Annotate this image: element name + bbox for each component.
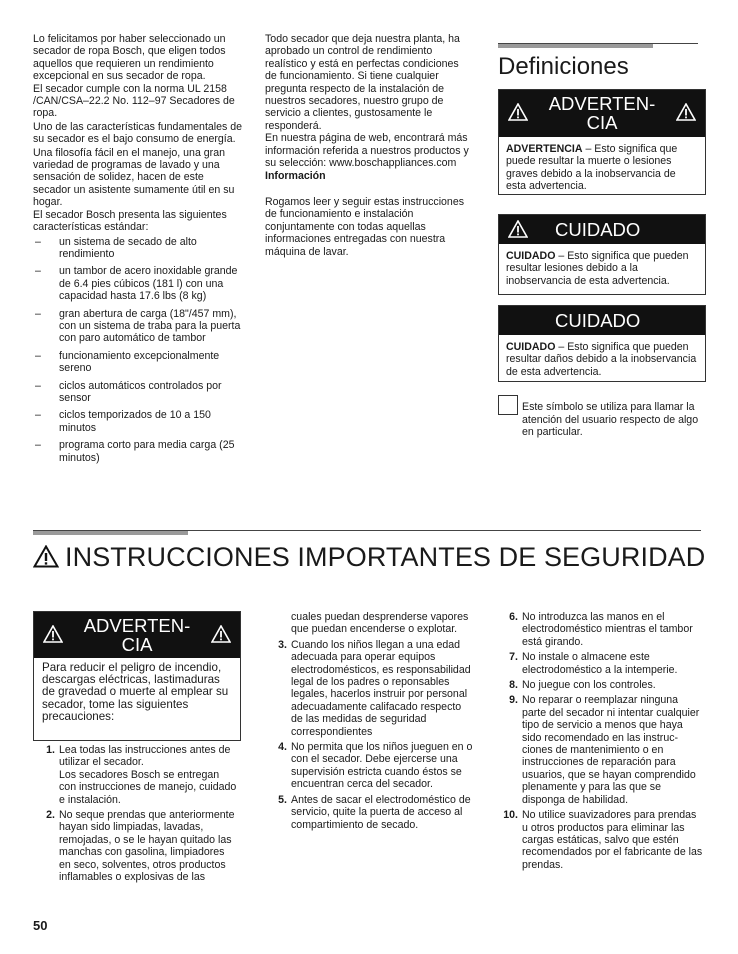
item-number: 7. — [509, 651, 518, 664]
list-item: 10. No utilice suavizadores para prendas u otros productos para eliminar las cargas estáticas, salvo que estén recomendados por el fabricante de las prendas. — [496, 809, 704, 871]
intro-paragraph: Uno de las características fundamentales de su secador es el bajo consumo de energía. — [33, 120, 243, 146]
list-item: 3. Cuando los niños llegan a una edad adecuada para operar equipos electrodomésticos, es responsabilidad legal de los padres o reponsables legales, hacerlos instruir por personal adecuadamente califacado respecto de las medidas de seguridad correspondientes — [265, 639, 473, 738]
item-number: 10. — [503, 809, 518, 822]
item-number: 2. — [46, 809, 55, 822]
warning-triangle-icon — [43, 625, 63, 643]
list-item: 5. Antes de sacar el electrodoméstico de servicio, quite la puerta de acceso al compartimiento de secado. — [265, 794, 473, 831]
intro-paragraph: Lo felicitamos por haber seleccionado un secador de ropa Bosch, que eligen todos aquellos que requieren un rendimiento excepcional en sus secador de ropa. — [33, 33, 226, 83]
item-number: 8. — [509, 679, 518, 692]
item-number: 9. — [509, 694, 518, 707]
list-dash: – — [35, 409, 41, 422]
warning-definition-box — [498, 89, 706, 195]
item-number: 5. — [278, 793, 287, 806]
caution-damage-definition-text: CUIDADO – Esto significa que pueden resultar daños debido a la inobservancia de esta advertencia. — [506, 341, 697, 378]
safety-list-column-2 — [265, 611, 473, 834]
section-rule — [498, 43, 698, 44]
list-item: – un sistema de secado de alto rendimiento — [35, 235, 197, 260]
list-item: 7. No instale o almacene este electrodoméstico a la intemperie. — [496, 651, 704, 676]
list-dash: – — [35, 439, 41, 452]
list-dash: – — [35, 307, 41, 320]
list-dash: – — [35, 265, 41, 278]
warning-triangle-icon — [33, 545, 59, 568]
safety-title: INSTRUCCIONES IMPORTANTES DE SEGURIDAD — [33, 542, 713, 572]
intro-paragraph: En nuestra página de web, encontrará más información referida a nuestros productos y su selección: www.boschappliances.com — [265, 132, 469, 170]
list-item: 2. No seque prendas que anteriormente hayan sido limpiadas, lavadas, remojadas, o se le hayan quitado las manchas con gasolina, limpiadores en seco, solventes, otros productos inflamables o explosivas de las — [33, 809, 239, 883]
list-item: – programa corto para media carga (25 minutos) — [35, 439, 235, 464]
definitions-title: Definiciones — [498, 53, 629, 80]
list-item: – ciclos temporizados de 10 a 150 minutos — [35, 409, 211, 434]
info-heading: Información — [265, 170, 326, 183]
safety-warning-box — [33, 611, 241, 741]
list-dash: – — [35, 379, 41, 392]
list-item: 4. No permita que los niños jueguen en o con el secador. Debe ejercerse una supervisión estricta cuando éstos se encuentran cerca del secador. — [265, 741, 473, 791]
warning-title: ADVERTEN- CIA — [548, 93, 656, 133]
intro-column-2 — [265, 33, 473, 258]
list-dash: – — [35, 235, 41, 248]
caution-damage-definition-box — [498, 305, 706, 382]
safety-list-column-1 — [33, 744, 239, 886]
feature-list — [33, 236, 243, 465]
warning-header — [499, 90, 705, 137]
list-item: 1. Lea todas las instrucciones antes de utilizar el secador. Los secadores Bosch se entregan con instrucciones de manejo, cuidado e instalación. — [33, 744, 239, 806]
caution-header — [499, 215, 705, 244]
list-item: – funcionamiento excepcionalmente sereno — [35, 349, 220, 375]
warning-triangle-icon — [676, 103, 696, 121]
item-number: 6. — [509, 611, 518, 623]
list-item: – ciclos automáticos controlados por sensor — [35, 379, 222, 404]
list-item: 6. No introduzca las manos en el electrodoméstico mientras el tambor está girando. — [496, 611, 704, 648]
note-definition-text: Este símbolo se utiliza para llamar la atención del usuario respecto de algo en particular. — [522, 401, 699, 439]
caution-definition-text: CUIDADO – Esto significa que pueden resultar lesiones debido a la inobservancia de esta advertencia. — [506, 250, 689, 287]
warning-triangle-icon — [508, 103, 528, 121]
note-symbol-icon — [498, 395, 518, 415]
item-number: 3. — [278, 638, 287, 651]
list-dash: – — [35, 349, 41, 362]
warning-definition-text: ADVERTENCIA – Esto significa que puede resultar la muerte o lesiones graves debido a la inobservancia de esta advertencia. — [506, 143, 678, 193]
item-number: 4. — [278, 741, 287, 754]
intro-paragraph: El secador cumple con la norma UL 2158 /CAN/CSA–22.2 No. 112–97 Secadores de ropa. — [33, 82, 235, 120]
list-item: – gran abertura de carga (18"/457 mm), con un sistema de traba para la puerta con paro automático de tambor — [35, 307, 241, 345]
caution-title: CUIDADO — [555, 219, 641, 240]
list-item: 8. No juegue con los controles. — [496, 679, 704, 691]
warning-triangle-icon — [211, 625, 231, 643]
safety-warning-text: Para reducir el peligro de incendio, descargas eléctricas, lastimaduras de gravedad o muerte al emplear su secador, tome las siguientes precauciones: — [42, 661, 229, 723]
list-item-continuation: cuales puedan desprenderse vapores que puedan encenderse o explotar. — [291, 611, 469, 636]
list-item: – un tambor de acero inoxidable grande de 6.4 pies cúbicos (181 l) con una capacidad hasta 17.6 lbs (8 kg) — [35, 265, 238, 303]
intro-paragraph: Una filosofía fácil en el manejo, una gran variedad de programas de lavado y una sensación de solidez, hacen de este secador un asistente sumamente útil en su hogar. — [33, 146, 235, 209]
list-item: 9. No reparar o reemplazar ninguna parte del secador ni intentar cualquier tipo de servicio a menos que haya sido recomendado en las instruc- ciones de mantenimiento o en instrucciones de reparación para usuarios, que se hayan comprendido plenamente y para las que se disponga de habilidad. — [496, 694, 704, 806]
warning-triangle-icon — [508, 220, 528, 238]
warning-header — [34, 612, 240, 658]
safety-list-column-3 — [496, 611, 704, 874]
caution-title: CUIDADO — [555, 310, 641, 331]
intro-paragraph: Rogamos leer y seguir estas instrucciones de funcionamiento e instalación conjuntamente con todas aquellas informaciones entregadas con nuestra máquina de lavar. — [265, 195, 465, 258]
intro-column-1 — [33, 33, 243, 464]
caution-header — [499, 306, 705, 335]
page-number: 50 — [33, 918, 48, 933]
item-number: 1. — [46, 744, 55, 756]
intro-paragraph: Todo secador que deja nuestra planta, ha aprobado un control de rendimiento realístico y está en perfectas condiciones de funcionamiento. Si tiene cualquier pregunta respecto de la instalación de nuestros secadores, nuestro grupo de servicio a clientes, gustosamente le responderá. — [265, 33, 460, 132]
caution-definition-box — [498, 214, 706, 295]
intro-paragraph: El secador Bosch presenta las siguientes características estándar: — [33, 208, 227, 234]
section-rule — [33, 530, 701, 531]
warning-title: ADVERTEN- CIA — [83, 615, 191, 655]
